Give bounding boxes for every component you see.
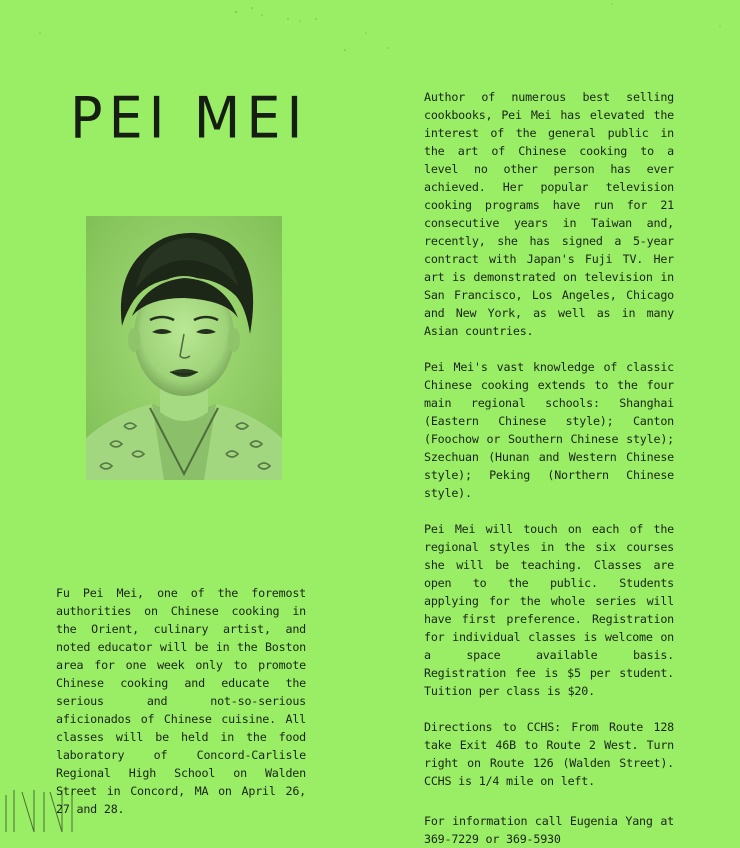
regional-schools-paragraph: Pei Mei's vast knowledge of classic Chinese cooking extends to the four main regional schools: Shanghai (Eastern Chinese style); Canton (Foochow or Southern Chinese style); Szechuan (Hunan and Western Chinese style); Peking (Northern Chinese style). <box>424 360 674 500</box>
portrait-illustration <box>86 216 282 480</box>
contact-info: For information call Eugenia Yang at 369-7229 or 369-5930 <box>424 814 674 846</box>
page-title: PEI MEI <box>70 85 309 152</box>
directions-paragraph: Directions to CCHS: From Route 128 take Exit 46B to Route 2 West. Turn right on Route 126 (Walden Street). CCHS is 1/4 mile on left. <box>424 720 674 788</box>
bio-paragraph: Author of numerous best selling cookbooks, Pei Mei has elevated the interest of the general public in the art of Chinese cooking to a level no other person has ever achieved. Her popular television cooking programs have run for 21 consecutive years in Taiwan and, recently, she has signed a 5-year contract with Japan's Fuji TV. Her art is demonstrated on television in San Francisco, Los Angeles, Chicago and New York, as well as in many Asian countries. <box>424 90 674 338</box>
portrait-photo <box>86 216 282 480</box>
registration-paragraph: Pei Mei will touch on each of the regional styles in the six courses she will be teaching. Classes are open to the public. Students applying for the whole series will have first preference. Registration for individual classes is welcome on a space available basis. Registration fee is $5 per student. Tuition per class is $20. <box>424 522 674 698</box>
intro-column <box>56 584 306 818</box>
details-column <box>424 88 674 848</box>
intro-paragraph: Fu Pei Mei, one of the foremost authorities on Chinese cooking in the Orient, culinary artist, and noted educator will be in the Boston area for one week only to promote Chinese cooking and educate the serious and not-so-serious aficionados of Chinese cuisine. All classes will be held in the food laboratory of Concord-Carlisle Regional High School on Walden Street in Concord, MA on April 26, 27 and 28. <box>56 586 306 816</box>
